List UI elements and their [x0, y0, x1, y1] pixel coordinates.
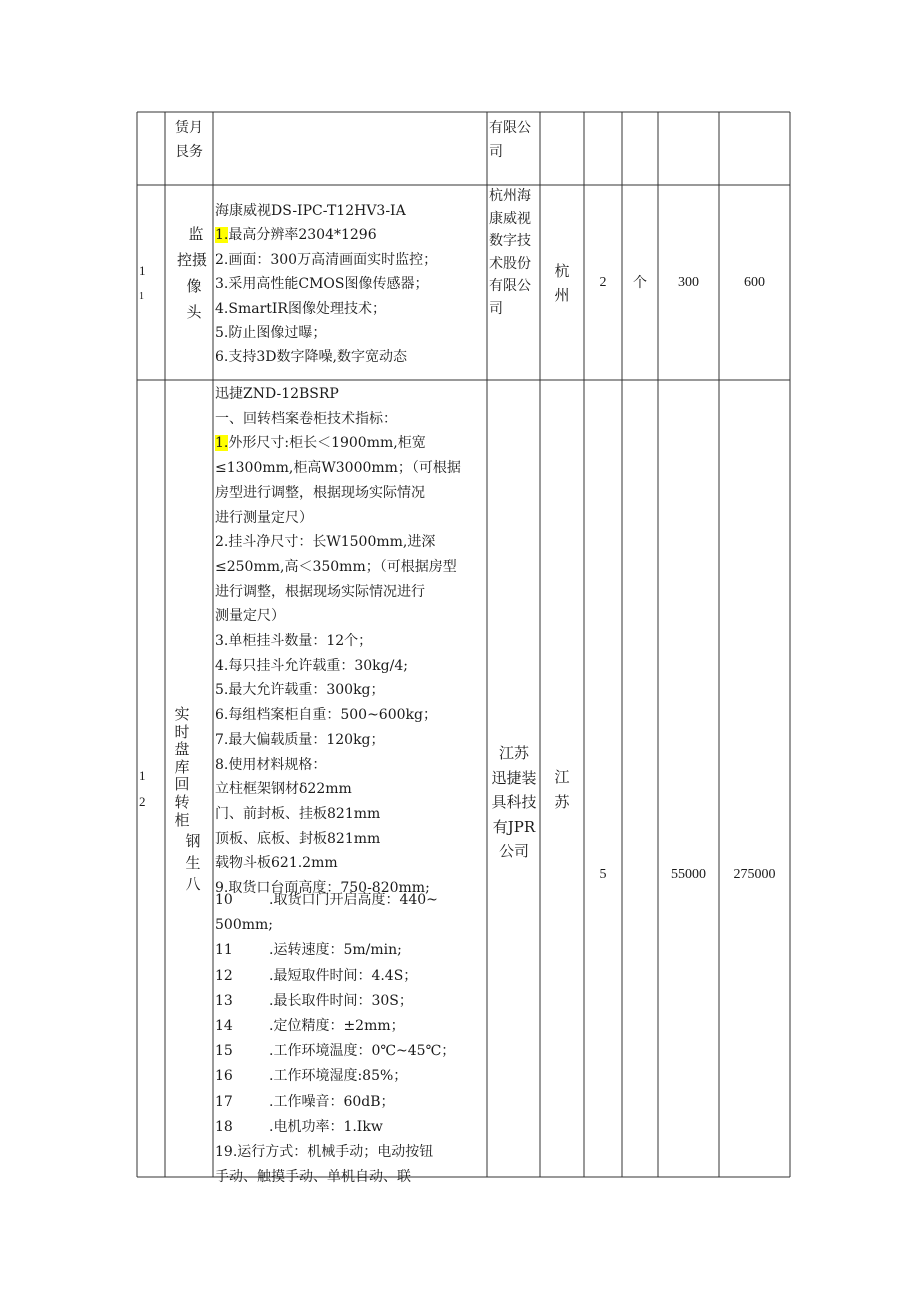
row2-spec-line: 9.取货口台面高度：750-820mm;	[215, 880, 430, 897]
row2-spec-item	[215, 989, 486, 1014]
row1-name-line: 控摄	[176, 251, 207, 269]
row1-origin-cell	[541, 259, 583, 307]
row2-spec-upper-text	[215, 382, 486, 901]
row2-name-line: 库	[174, 757, 190, 776]
row2-spec-line: 2.挂斗净尺寸：长W1500mm,进深	[215, 534, 436, 551]
row1-spec-line: 5.防止图像过曝；	[215, 325, 327, 342]
row2-name-line: 回	[174, 775, 190, 794]
row2-spec-item	[215, 1115, 486, 1140]
row2-name-line: 转	[174, 792, 190, 811]
row2-spec-line: ≤250mm,高＜350mm；（可根据房型	[215, 558, 457, 575]
row1-spec-cell	[215, 199, 486, 370]
row2-spec-item	[215, 1090, 486, 1115]
row2-spec-item	[215, 938, 486, 963]
row2-index-line: 2	[139, 794, 146, 809]
row2-origin-line: 江	[554, 768, 570, 786]
row2-spec-item	[215, 1064, 486, 1089]
row2-spec-item	[215, 1014, 486, 1039]
row2-spec-line: ≤1300mm,柜高W3000mm；（可根据	[215, 460, 461, 477]
row2-name-line: 柜	[174, 810, 190, 829]
row2-spec-line: 5.最大允许载重：300kg；	[215, 682, 385, 699]
row2-origin-cell	[541, 765, 583, 815]
row0-name-cell	[166, 116, 212, 164]
spec-item-text: 手动、触摸手动、单机自动、联	[215, 1169, 411, 1186]
row2-name-line: 八	[185, 875, 201, 894]
row2-maker-line: 迅捷装	[491, 768, 537, 787]
row1-spec-line: 4.SmartIR图像处理技术；	[215, 300, 386, 317]
highlight-marker: 1.	[215, 227, 229, 244]
row2-spec-item	[215, 913, 486, 938]
spec-item-text: .最长取件时间：30S；	[269, 992, 413, 1009]
row2-total: 275000	[733, 867, 776, 882]
highlight-marker: 1.	[215, 435, 229, 452]
spec-item-text: 500mm;	[215, 917, 273, 934]
row2-qty: 5	[599, 867, 607, 882]
row2-spec-line: 6.每组档案柜自重：500~600kg；	[215, 707, 437, 724]
row2-spec-line: 载物斗板621.2mm	[215, 855, 338, 872]
row1-maker-line: 司	[489, 300, 503, 317]
row2-name-line: 时	[174, 722, 190, 741]
spec-item-number: 12	[215, 967, 233, 984]
row1-name-line: 监	[188, 225, 204, 243]
spec-item-number: 11	[215, 942, 233, 959]
row2-spec-line: 进行测量定尺）	[215, 509, 313, 526]
spec-item-number: 14	[215, 1018, 233, 1035]
row2-spec-upper	[215, 380, 486, 897]
spec-item-text: .运转速度：5m/min;	[269, 942, 402, 959]
row1-spec-line	[215, 223, 486, 247]
spec-item-text: .定位精度：±2mm；	[269, 1018, 405, 1035]
row2-spec-text: 外形尺寸:柜长＜1900mm,柜宽	[228, 435, 426, 452]
spec-item-number: 15	[215, 1043, 233, 1060]
row2-spec-item	[215, 1039, 486, 1064]
row1-maker-line: 术股份	[489, 255, 531, 272]
row0-name-line: 艮务	[175, 144, 203, 161]
row1-spec-text: 最高分辨率2304*1296	[228, 227, 377, 244]
spec-item-number: 17	[215, 1093, 233, 1110]
row2-maker-cell	[489, 741, 539, 864]
row1-price: 300	[678, 275, 699, 290]
row2-spec-line: 门、前封板、挂板821mm	[215, 805, 381, 822]
row1-index-line: 1	[139, 291, 144, 302]
row2-spec-model: 迅捷ZND-12BSRP	[215, 386, 339, 402]
row2-name-cell	[166, 705, 212, 894]
row1-index-cell	[139, 258, 163, 310]
spec-item-text: .工作环境湿度:85%；	[269, 1068, 408, 1085]
spec-item-text: .工作噪音：60dB；	[269, 1093, 395, 1110]
row2-name-text	[166, 706, 212, 894]
row1-spec-line: 3.采用高性能CMOS图像传感器；	[215, 276, 429, 293]
row1-index-line: 1	[139, 263, 146, 278]
row2-origin-line: 苏	[554, 793, 570, 811]
row2-index-cell	[139, 763, 163, 815]
row1-name-line: 头	[186, 303, 202, 321]
row1-maker-line: 有限公	[489, 278, 531, 295]
row2-spec-line: 3.单柜挂斗数量：12个；	[215, 633, 373, 650]
row2-name-line: 盘	[174, 740, 190, 759]
spec-item-text: .取货口门开启高度：440~	[269, 892, 438, 908]
row2-maker-line: 公司	[498, 842, 529, 861]
row2-name-line: 钢	[185, 832, 201, 851]
row2-price: 55000	[671, 867, 706, 882]
row2-spec-line: 一、回转档案卷柜技术指标：	[215, 410, 397, 427]
spec-item-number: 13	[215, 992, 233, 1009]
row1-spec-model: 海康威视DS-IPC-T12HV3-IA	[215, 203, 406, 219]
row2-index-line: 1	[139, 768, 146, 783]
row2-maker-line: 具科技	[491, 793, 537, 812]
row1-origin-line: 州	[554, 286, 570, 305]
spec-item-text: .电机功率：1.Ikw	[269, 1118, 383, 1135]
row0-name-line: 赁月	[175, 120, 203, 136]
row1-spec-line: 6.支持3D数字降噪,数字宽动态	[215, 349, 407, 366]
row2-spec-line: 4.每只挂斗允许载重：30kg/4;	[215, 657, 408, 674]
row2-spec-line	[215, 431, 486, 456]
row2-spec-line: 7.最大偏载质量：120kg；	[215, 731, 385, 748]
row2-name-line: 生	[185, 853, 201, 872]
row2-spec-line: 顶板、底板、封板821mm	[215, 830, 381, 847]
spec-item-number: 18	[215, 1118, 233, 1135]
row2-maker-line: 有JPR	[492, 817, 536, 836]
row1-qty: 2	[599, 275, 607, 290]
row2-spec-line: 立柱框架钢材δ22mm	[215, 781, 352, 798]
row2-spec-line: 房型进行调整，根据现场实际情况	[215, 484, 425, 501]
row1-maker-cell	[489, 185, 539, 321]
row2-spec-line: 进行调整，根据现场实际情况进行	[215, 583, 425, 600]
spec-item-number: 16	[215, 1068, 233, 1085]
spec-item-text: .最短取件时间：4.4S；	[269, 967, 418, 984]
row1-origin-line: 杭	[554, 262, 570, 280]
row1-name-line: 像	[186, 277, 202, 295]
spec-item-text: .工作环境温度：0℃~45℃；	[269, 1043, 456, 1060]
row2-spec-lower	[215, 886, 486, 1186]
row1-name-cell	[166, 221, 212, 325]
row1-spec-line: 2.画面：300万高清画面实时监控；	[215, 251, 438, 268]
row2-name-line: 实	[174, 705, 190, 723]
row2-spec-item	[215, 888, 486, 913]
spec-item-text: 19.运行方式：机械手动；电动按钮	[215, 1144, 434, 1161]
row1-total: 600	[744, 275, 765, 290]
row0-maker-line: 有限公	[489, 120, 531, 136]
row0-maker-line: 司	[489, 144, 503, 161]
spec-item-number: 10	[215, 892, 233, 908]
row2-spec-item	[215, 1140, 486, 1165]
row1-unit: 个	[633, 275, 647, 291]
row2-spec-item	[215, 1165, 486, 1190]
row2-spec-lower-text	[215, 888, 486, 1190]
row1-maker-line: 康威视	[489, 210, 531, 227]
row2-spec-item	[215, 964, 486, 989]
row2-maker-line: 江苏	[498, 744, 529, 762]
row1-maker-line: 杭州海	[489, 188, 531, 204]
row0-maker-cell	[489, 116, 539, 164]
row2-spec-line: 8.使用材料规格：	[215, 756, 327, 773]
row1-maker-line: 数字技	[489, 233, 531, 250]
row2-spec-line: 测量定尺）	[215, 608, 285, 625]
